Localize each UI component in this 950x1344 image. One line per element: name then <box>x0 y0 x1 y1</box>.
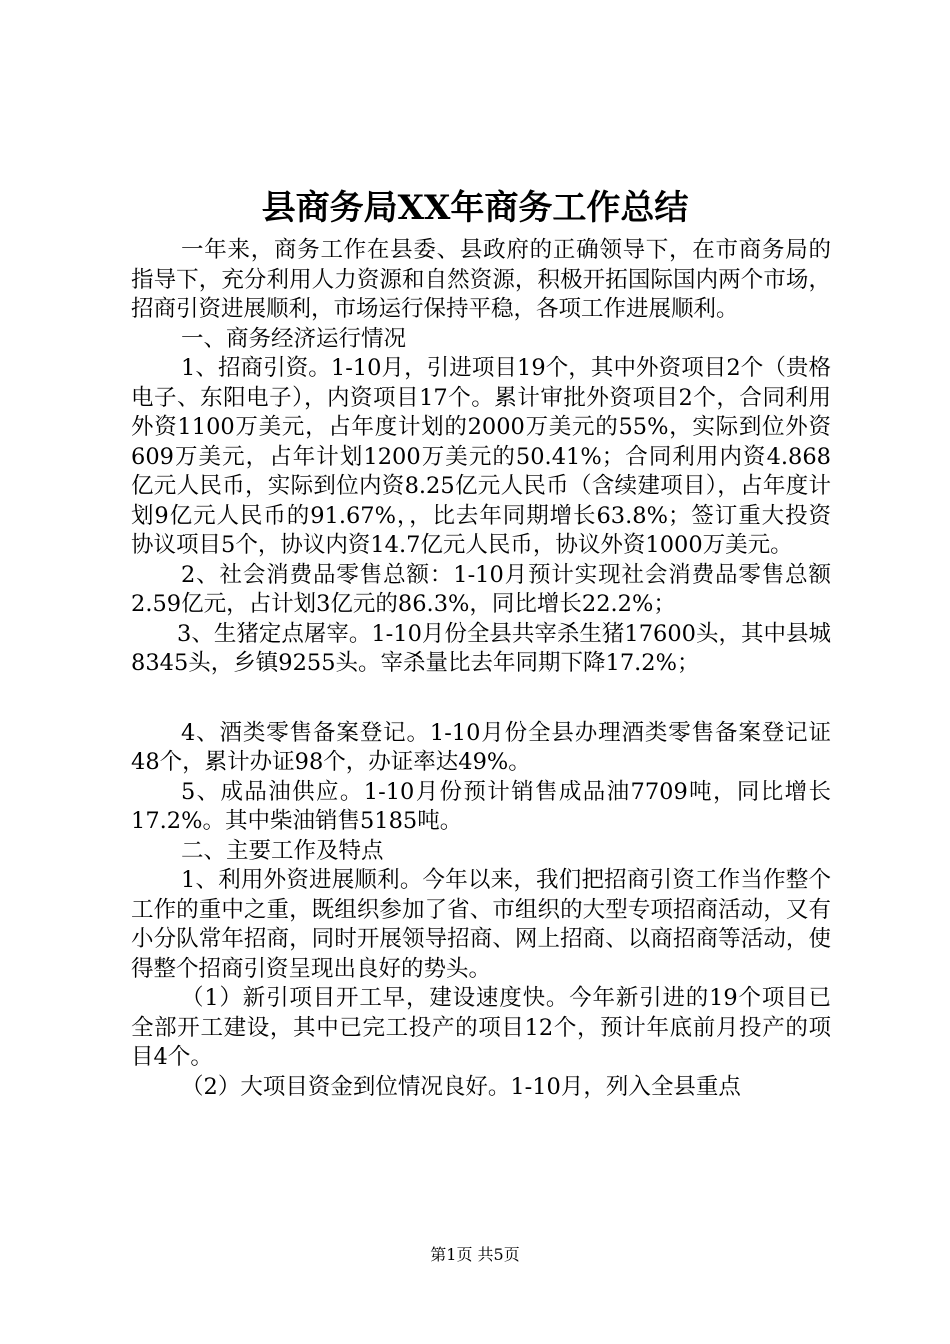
document-body <box>131 236 831 1102</box>
section-heading-2: 二、主要工作及特点 <box>181 837 384 864</box>
paragraph-major-projects: （2）大项目资金到位情况良好。1-10月，列入全县重点 <box>181 1073 741 1100</box>
page-footer: 第1页 共5页 <box>430 1245 520 1264</box>
paragraph-slaughter: 3、生猪定点屠宰。1-10月份全县共宰杀生猪17600头，其中县城8345头，乡镇9255头。宰杀量比去年同期下降17.2%； <box>131 620 831 676</box>
paragraph-liquor: 4、酒类零售备案登记。1-10月份全县办理酒类零售备案登记证48个，累计办证98个，办证率达49%。 <box>131 719 831 775</box>
paragraph-intro: 一年来，商务工作在县委、县政府的正确领导下，在市商务局的指导下，充分利用人力资源和自然资源，积极开拓国际国内两个市场，招商引资进展顺利，市场运行保持平稳，各项工作进展顺利。 <box>131 237 831 322</box>
paragraph-investment: 1、招商引资。1-10月，引进项目19个，其中外资项目2个（贵格电子、东阳电子），内资项目17个。累计审批外资项目2个，合同利用外资1100万美元，占年度计划的2000万美元的55%，实际到位外资609万美元，占年计划1200万美元的50.41%；合同利用内资4.868亿元人民币，实际到位内资8.25亿元人民币（含续建项目），占年度计划9亿元人民币的91.67%，，比去年同期增长63.8%；签订重大投资协议项目5个，协议内资14.7亿元人民币，协议外资1000万美元。 <box>131 355 831 558</box>
paragraph-foreign-investment: 1、利用外资进展顺利。今年以来，我们把招商引资工作当作整个工作的重中之重，既组织参加了省、市组织的大型专项招商活动，又有小分队常年招商，同时开展领导招商、网上招商、以商招商等活动，使得整个招商引资呈现出良好的势头。 <box>131 867 831 982</box>
paragraph-retail: 2、社会消费品零售总额：1-10月预计实现社会消费品零售总额2.59亿元，占计划3亿元的86.3%，同比增长22.2%； <box>131 561 831 617</box>
paragraph-new-projects: （1）新引项目开工早，建设速度快。今年新引进的19个项目已全部开工建设，其中已完工投产的项目12个，预计年底前月投产的项目4个。 <box>131 985 831 1070</box>
section-heading-1: 一、商务经济运行情况 <box>181 325 407 352</box>
paragraph-oil: 5、成品油供应。1-10月份预计销售成品油7709吨，同比增长17.2%。其中柴油销售5185吨。 <box>131 778 831 834</box>
document-title: 县商务局XX年商务工作总结 <box>261 188 689 228</box>
blank-line <box>131 679 831 719</box>
